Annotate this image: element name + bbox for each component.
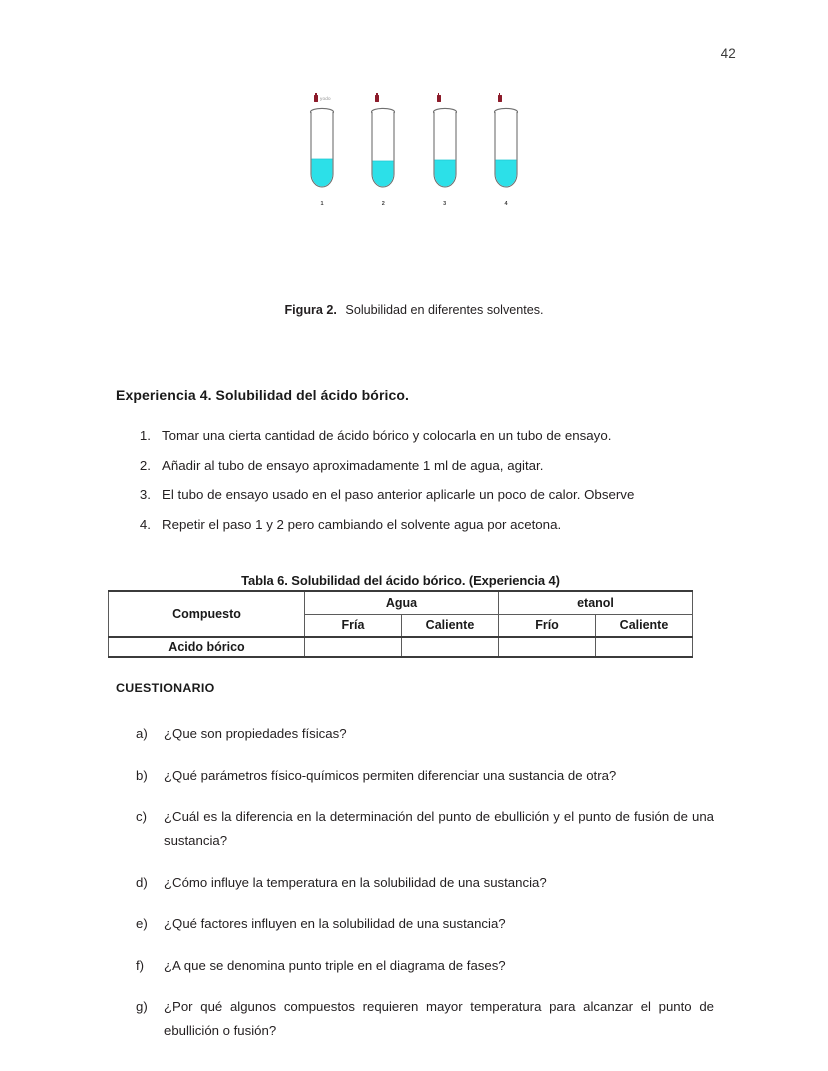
label-mark-icon (498, 95, 502, 102)
table-cell-agua-caliente[interactable] (402, 637, 499, 657)
questionnaire-item (136, 805, 714, 853)
question-text: ¿Qué parámetros físico-químicos permiten diferenciar una sustancia de otra? (164, 767, 617, 783)
test-tube-glass-icon (430, 107, 460, 195)
page-number: 42 (720, 46, 736, 61)
procedure-step (136, 517, 716, 547)
table-header-compuesto: Compuesto (109, 591, 305, 637)
table-cell-compuesto-name: Acido bórico (109, 637, 305, 657)
test-tube-2 (368, 95, 398, 207)
question-marker: a) (136, 726, 148, 741)
table-cell-etanol-caliente[interactable] (596, 637, 693, 657)
step-text: Tomar una cierta cantidad de ácido bórico y colocarla en un tubo de ensayo. (162, 428, 612, 443)
test-tube-row (307, 95, 521, 207)
step-text: Añadir al tubo de ensayo aproximadamente 1 ml de agua, agitar. (162, 457, 544, 473)
question-marker: g) (136, 999, 148, 1014)
solubility-table-block (108, 573, 693, 658)
test-tube-number: 2 (381, 201, 385, 207)
question-marker: d) (136, 874, 148, 890)
table-subheader-etanol-caliente: Caliente (596, 614, 693, 637)
question-text: ¿Que son propiedades físicas? (164, 726, 347, 741)
question-text: ¿Cómo influye la temperatura en la solubilidad de una sustancia? (164, 874, 547, 890)
questionnaire-item (136, 722, 714, 746)
step-number: 3. (139, 487, 151, 502)
step-number: 2. (139, 457, 151, 473)
step-number: 1. (139, 428, 151, 443)
test-tube-label-2 (375, 95, 397, 107)
question-marker: f) (136, 957, 145, 973)
label-mark-icon (375, 95, 379, 102)
test-tube-number: 4 (504, 201, 508, 207)
figure-test-tubes (0, 95, 828, 210)
test-tube-number: 3 (443, 201, 447, 207)
table-cell-etanol-frio[interactable] (499, 637, 596, 657)
test-tube-label-text: yodo (320, 96, 331, 101)
table-header-agua: Agua (305, 591, 499, 614)
question-marker: b) (136, 767, 148, 783)
table-subheader-etanol-frio: Frío (499, 614, 596, 637)
table-header-etanol: etanol (499, 591, 693, 614)
questionnaire-item (136, 871, 714, 895)
question-marker: e) (136, 916, 148, 931)
experience-heading: Experiencia 4. Solubilidad del ácido bórico. (116, 387, 410, 403)
label-mark-icon (314, 95, 318, 102)
step-text: El tubo de ensayo usado en el paso anterior aplicarle un poco de calor. Observe (162, 487, 635, 502)
figure-caption-text: Solubilidad en diferentes solventes. (345, 303, 544, 317)
procedure-steps (136, 428, 716, 546)
test-tube-label-3 (437, 95, 459, 107)
test-tube-glass-icon (307, 107, 337, 195)
figure-caption-label: Figura 2. (284, 303, 337, 317)
table-row (109, 637, 693, 657)
table-header-row-1 (109, 591, 693, 614)
solubility-table (108, 590, 693, 658)
table-subheader-agua-caliente: Caliente (402, 614, 499, 637)
question-text: ¿Qué factores influyen en la solubilidad de una sustancia? (164, 916, 506, 931)
test-tube-3 (430, 95, 460, 207)
question-text: ¿Cuál es la diferencia en la determinación del punto de ebullición y el punto de fusión de una sustancia? (164, 809, 714, 848)
step-number: 4. (139, 516, 151, 532)
test-tube-glass-icon (368, 107, 398, 195)
table-title: Tabla 6. Solubilidad del ácido bórico. (Experiencia 4) (241, 573, 560, 588)
questionnaire-item (136, 954, 714, 978)
procedure-step (136, 428, 716, 458)
test-tube-label-1 (314, 95, 336, 107)
table-subheader-agua-fria: Fría (305, 614, 402, 637)
step-text: Repetir el paso 1 y 2 pero cambiando el solvente agua por acetona. (162, 516, 562, 532)
questionnaire-list (136, 722, 714, 1061)
test-tube-4 (491, 95, 521, 207)
figure-caption (0, 303, 828, 317)
procedure-step (136, 458, 716, 488)
test-tube-number: 1 (320, 201, 324, 207)
test-tube-glass-icon (491, 107, 521, 195)
test-tube-label-4 (498, 95, 520, 107)
label-mark-icon (437, 95, 441, 102)
questionnaire-item (136, 912, 714, 936)
test-tube-1 (307, 95, 337, 207)
questionnaire-item (136, 764, 714, 788)
table-cell-agua-fria[interactable] (305, 637, 402, 657)
questionnaire-heading: CUESTIONARIO (116, 681, 215, 695)
questionnaire-item (136, 995, 714, 1043)
question-marker: c) (136, 809, 147, 824)
procedure-step (136, 487, 716, 517)
question-text: ¿Por qué algunos compuestos requieren mayor temperatura para alcanzar el punto de ebullición o fusión? (164, 999, 714, 1038)
question-text: ¿A que se denomina punto triple en el diagrama de fases? (164, 957, 506, 973)
